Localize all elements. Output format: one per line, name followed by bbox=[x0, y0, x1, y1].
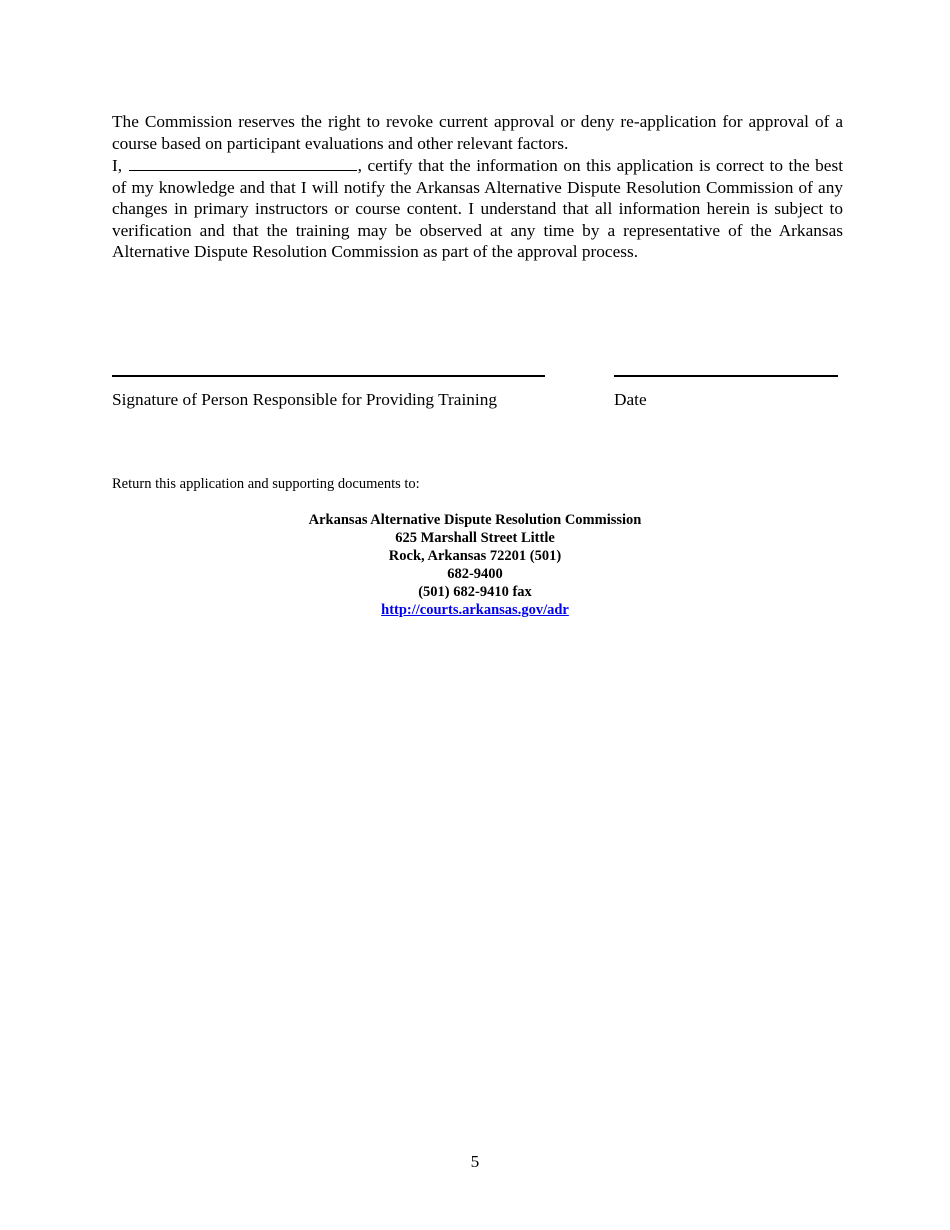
certification-paragraph bbox=[112, 155, 843, 263]
address-phone: 682-9400 bbox=[447, 566, 503, 582]
signature-line[interactable] bbox=[112, 375, 545, 377]
address-fax: (501) 682-9410 fax bbox=[418, 584, 532, 600]
address-street: 625 Marshall Street Little bbox=[395, 530, 555, 546]
date-label: Date bbox=[614, 390, 647, 409]
commission-address bbox=[0, 511, 950, 619]
address-city-state: Rock, Arkansas 72201 (501) bbox=[388, 548, 562, 564]
return-instructions: Return this application and supporting documents to: bbox=[112, 476, 420, 492]
certification-prefix: I, bbox=[112, 156, 123, 175]
date-line[interactable] bbox=[614, 375, 838, 377]
signature-label: Signature of Person Responsible for Providing Training bbox=[112, 390, 497, 409]
name-blank-field[interactable] bbox=[129, 156, 357, 171]
certification-text: , certify that the information on this application is correct to the best of my knowledge and that I will notify the Arkansas Alternative Dispute Resolution Commission of any changes in primary instructors or course content. I understand that all information herein is subject to verification and that the training may be observed at any time by a representative of the Arkansas Alternative Dispute Resolution Commission as part of the approval process. bbox=[112, 156, 844, 261]
page-number: 5 bbox=[470, 1152, 480, 1171]
website-link[interactable]: http://courts.arkansas.gov/adr bbox=[381, 602, 569, 618]
address-organization: Arkansas Alternative Dispute Resolution Commission bbox=[308, 512, 642, 528]
revocation-paragraph: The Commission reserves the right to revoke current approval or deny re-application for approval of a course based on participant evaluations and other relevant factors. bbox=[112, 112, 843, 153]
